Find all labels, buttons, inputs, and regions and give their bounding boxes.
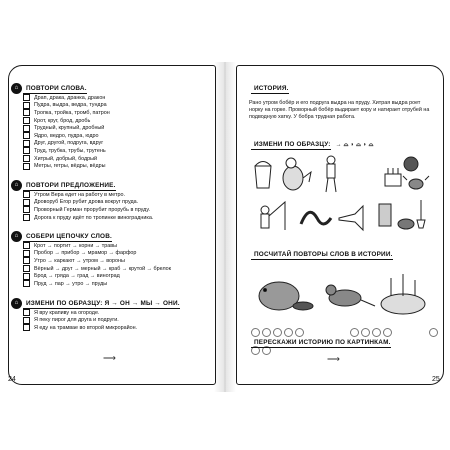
section-header: [251, 140, 441, 150]
list-item-text: Дорога к пруду идёт по тропинке виноградника.: [34, 214, 154, 221]
section-title: ПОВТОРИ СЛОВА.: [23, 85, 87, 94]
checkbox[interactable]: [23, 102, 30, 109]
list-item-text: Пруд → пар → утро → пруды: [34, 280, 108, 287]
list-item: [23, 280, 213, 288]
chain-list: [23, 242, 213, 288]
list-item: [23, 265, 213, 273]
checkbox[interactable]: [23, 324, 30, 331]
trumpet-icon: [339, 206, 363, 230]
list-item-text: Ядро, ведро, пудра, юдро: [34, 132, 99, 139]
section-title: ПОВТОРИ ПРЕДЛОЖЕНИЕ.: [23, 182, 116, 191]
list-item: [23, 140, 213, 148]
house-icon: ⌂: [11, 180, 22, 191]
checkbox[interactable]: [23, 199, 30, 206]
list-item-text: Я вру крапиву на огороде.: [34, 309, 100, 316]
section-header: [14, 181, 213, 191]
section-title: ПОСЧИТАЙ ПОВТОРЫ СЛОВ В ИСТОРИИ.: [251, 251, 393, 260]
arrow-decoration-icon: ⟶: [327, 354, 340, 364]
section-header: [14, 232, 213, 242]
list-item-text: Друг, другой, подруга, вдруг: [34, 140, 104, 147]
shovel-icon: [417, 200, 425, 228]
checkbox[interactable]: [23, 125, 30, 132]
pomegranate-icon: [404, 157, 418, 171]
checkbox[interactable]: [23, 265, 30, 272]
checkbox[interactable]: [23, 242, 30, 249]
checkbox[interactable]: [23, 147, 30, 154]
checkbox[interactable]: [23, 140, 30, 147]
checkbox[interactable]: [23, 206, 30, 213]
otter-icon: [326, 285, 375, 306]
list-item-text: Тропка, тройка, тромб, патрон: [34, 109, 110, 116]
section-header: [251, 250, 441, 260]
list-item: [23, 155, 213, 163]
arrow-decoration-icon: ⟶: [103, 353, 116, 363]
section-change-by-example: [251, 140, 441, 150]
sample-icons: → ⌓ ◗ ⌓ ◗ ⌓: [335, 141, 374, 148]
counter-circle[interactable]: [284, 328, 293, 337]
beaver-icon: [259, 282, 313, 310]
section-repeat-sentence: [14, 181, 213, 221]
book-spine: [214, 62, 236, 392]
pond-icon: [381, 274, 425, 314]
counter-circle[interactable]: [273, 328, 282, 337]
list-item-text: Проворный Герман прорубит прорубь в пруду.: [34, 206, 150, 213]
section-header: [251, 338, 441, 348]
checkbox[interactable]: [23, 132, 30, 139]
list-item: [23, 102, 213, 110]
list-item: [23, 257, 213, 265]
list-item: [23, 214, 213, 222]
checkbox[interactable]: [23, 117, 30, 124]
section-title: ИЗМЕНИ ПО ОБРАЗЦУ:: [251, 141, 331, 150]
list-item: [23, 132, 213, 140]
checkbox[interactable]: [23, 309, 30, 316]
story-pictures: [251, 268, 431, 320]
counter-circle[interactable]: [372, 328, 381, 337]
fisherman-icon: [261, 202, 285, 230]
page-number-right: 25: [432, 376, 440, 383]
dragon-icon: [301, 212, 331, 224]
checkbox[interactable]: [23, 257, 30, 264]
list-item-text: Я еду на трамвае во второй микрорайон.: [34, 324, 138, 331]
house-icon: ⌂: [11, 83, 22, 94]
list-item: [23, 124, 213, 132]
list-item: [23, 324, 213, 332]
list-item: [23, 191, 213, 199]
section-header: [14, 299, 213, 309]
page-number-left: 24: [8, 376, 16, 383]
list-item: [23, 317, 213, 325]
list-item-text: Дроворуб Егор рубит дрова вокруг пруда.: [34, 199, 139, 206]
list-item-text: Пробор → прибор → мрамор → фарфор: [34, 250, 137, 257]
checkbox[interactable]: [23, 280, 30, 287]
counter-circle[interactable]: [361, 328, 370, 337]
checkbox[interactable]: [23, 191, 30, 198]
list-item: [23, 272, 213, 280]
list-item: [23, 199, 213, 207]
crab-icon: [403, 176, 429, 189]
house-icon: ⌂: [11, 231, 22, 242]
list-item-text: Пудра, выдра, ведра, тундра: [34, 102, 107, 109]
word-list: [23, 94, 213, 170]
list-item: [23, 117, 213, 125]
list-item: [23, 206, 213, 214]
list-item-text: Крот → портит → корни → травы: [34, 242, 117, 249]
sentence-list: [23, 191, 213, 221]
checkbox[interactable]: [23, 214, 30, 221]
list-item: [23, 242, 213, 250]
section-retell: [251, 338, 441, 348]
picture-grid: [251, 154, 431, 246]
mole-icon: [398, 219, 414, 229]
boy-icon: [326, 156, 336, 192]
list-item: [23, 94, 213, 102]
counter-circle[interactable]: [262, 328, 271, 337]
counter-circle[interactable]: [350, 328, 359, 337]
counter-circle[interactable]: [429, 328, 438, 337]
list-item-text: Вёрный → друг → мерный → краб → крутой → брелок: [34, 265, 172, 272]
section-header: [251, 84, 441, 94]
counter-circle[interactable]: [251, 328, 260, 337]
section-change-by-example: [14, 299, 213, 332]
list-item: [23, 250, 213, 258]
checkbox[interactable]: [23, 317, 30, 324]
counter-circle[interactable]: [295, 328, 304, 337]
list-item-text: Труд, трубка, трубы, трутень: [34, 147, 106, 154]
cake-icon: [385, 168, 401, 186]
list-item-text: Трудный, крупный, дробный: [34, 125, 105, 132]
list-item: [23, 147, 213, 155]
list-item-text: Утром Вера едет на работу в метро.: [34, 191, 125, 198]
list-item: [23, 309, 213, 317]
section-repeat-words: [14, 84, 213, 170]
checkbox[interactable]: [23, 109, 30, 116]
boy-icon: [379, 204, 391, 226]
list-item: [23, 109, 213, 117]
sentence-list: [23, 309, 213, 332]
section-count-repeats: [251, 250, 441, 260]
section-title: ПЕРЕСКАЖИ ИСТОРИЮ ПО КАРТИНКАМ.: [251, 339, 391, 348]
list-item-text: Драп, драка, дранка, дракон: [34, 94, 106, 101]
list-item-text: Хитрый, добрый, бодрый: [34, 155, 98, 162]
section-story: [251, 84, 441, 94]
checkbox[interactable]: [23, 163, 30, 170]
list-item-text: Я пеку пирог для друга и подруги.: [34, 317, 119, 324]
section-title: ИСТОРИЯ.: [251, 85, 289, 94]
house-icon: ⌂: [11, 298, 22, 309]
list-item-text: Утро → каркают → утром → вороны: [34, 257, 125, 264]
list-item-text: Крот, круг, брод, дробь: [34, 117, 91, 124]
list-item-text: Метры, гетры, вёдры, вёдры: [34, 163, 106, 170]
section-title: ИЗМЕНИ ПО ОБРАЗЦУ: Я → ОН → МЫ → ОНИ.: [23, 300, 180, 309]
bucket-icon: [255, 162, 271, 189]
left-page: [8, 65, 216, 385]
section-title: СОБЕРИ ЦЕПОЧКУ СЛОВ.: [23, 233, 112, 242]
checkbox[interactable]: [23, 273, 30, 280]
list-item-text: Брод → гряда → град → виноград: [34, 273, 120, 280]
story-text: Рано утром бобёр и его подруга выдра на пруду. Хитрая выдра роет норку на горке. Проворный бобёр выдирает кору и натирает отрубей на подводную хатку. У бобра трудная работа.: [249, 100, 430, 120]
checkbox[interactable]: [23, 155, 30, 162]
checkbox[interactable]: [23, 94, 30, 101]
checkbox[interactable]: [23, 250, 30, 257]
dragon-icon: [283, 158, 311, 190]
section-word-chain: [14, 232, 213, 288]
right-page: [236, 65, 444, 385]
counter-circle[interactable]: [383, 328, 392, 337]
list-item: [23, 162, 213, 170]
section-header: [14, 84, 213, 94]
